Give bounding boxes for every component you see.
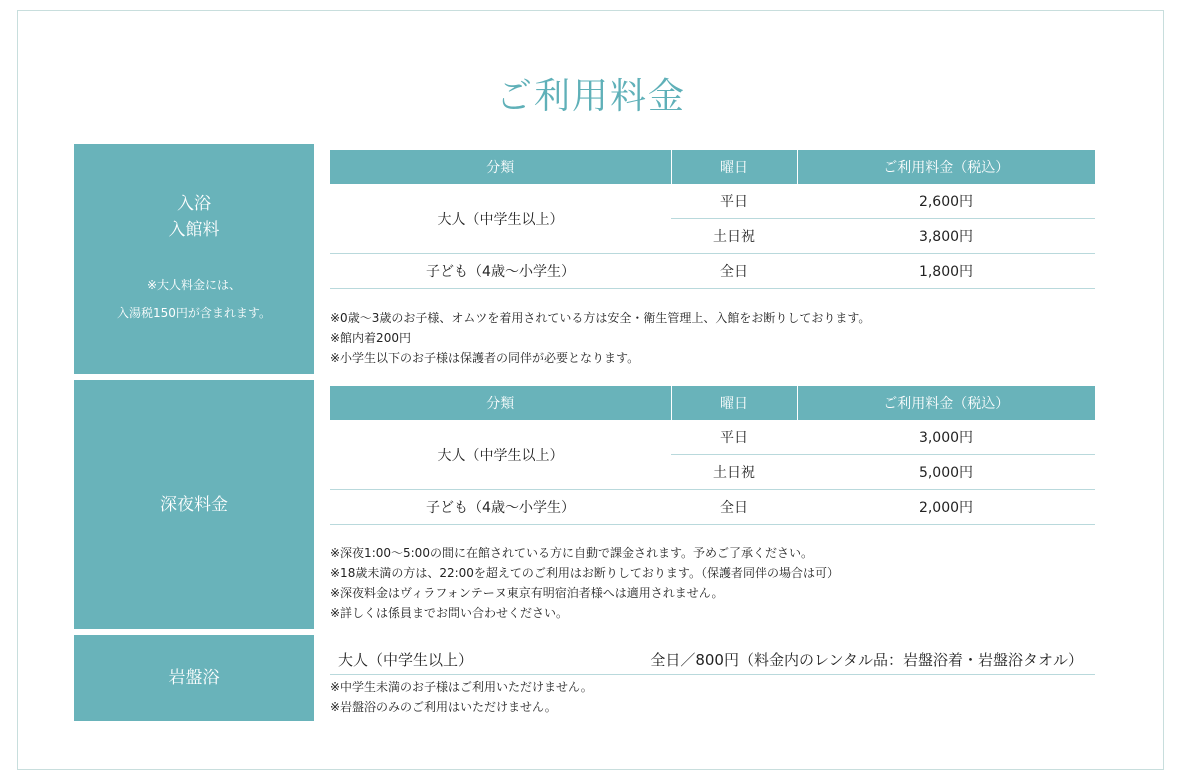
day-cell: 全日	[671, 254, 797, 289]
night-price-table	[330, 386, 1095, 525]
bath-price-table	[330, 150, 1095, 289]
note-line: ※詳しくは係員までお問い合わせください。	[330, 606, 569, 620]
header-price: ご利用料金（税込）	[797, 150, 1095, 184]
note-line: ※0歳〜3歳のお子様、オムツを着用されている方は安全・衛生管理上、入館をお断りしております。	[330, 311, 871, 325]
header-category: 分類	[330, 386, 671, 420]
table-header-row	[330, 150, 1095, 184]
label-line: 入浴	[177, 194, 211, 214]
day-cell: 平日	[671, 184, 797, 219]
category-cell: 大人（中学生以上）	[330, 420, 671, 490]
table-row	[330, 254, 1095, 289]
page-title: ご利用料金	[495, 76, 686, 117]
note-line: ※中学生未満のお子様はご利用いただけません。	[330, 680, 593, 694]
note-line: ※深夜料金はヴィラフォンテーヌ東京有明宿泊者様へは適用されません。	[330, 586, 724, 600]
note-line: ※岩盤浴のみのご利用はいただけません。	[330, 700, 557, 714]
bath-notes	[330, 308, 870, 368]
day-cell: 土日祝	[671, 455, 797, 490]
note-line: ※小学生以下のお子様は保護者の同伴が必要となります。	[330, 351, 640, 365]
category-cell: 大人（中学生以上）	[338, 651, 474, 669]
section-label-bath	[74, 144, 314, 374]
header-price: ご利用料金（税込）	[797, 386, 1095, 420]
header-day: 曜日	[671, 386, 797, 420]
header-day: 曜日	[671, 150, 797, 184]
price-info: 全日／800円（料金内のレンタル品：岩盤浴着・岩盤浴タオル）	[650, 651, 1083, 669]
day-cell: 全日	[671, 490, 797, 525]
ganbanyoku-row	[330, 645, 1095, 675]
header-category: 分類	[330, 150, 671, 184]
table-row	[330, 184, 1095, 219]
section-label-night	[74, 380, 314, 629]
night-notes	[330, 543, 839, 623]
price-cell: 2,000円	[797, 490, 1095, 525]
price-cell: 3,800円	[797, 219, 1095, 254]
label-line: 深夜料金	[160, 494, 228, 515]
note-line: ※18歳未満の方は、22:00を超えてのご利用はお断りしております。（保護者同伴の場合は可）	[330, 566, 839, 580]
price-cell: 1,800円	[797, 254, 1095, 289]
ganbanyoku-notes	[330, 677, 593, 717]
category-cell: 大人（中学生以上）	[330, 184, 671, 254]
label-note-line: 入湯税150円が含まれます。	[117, 306, 271, 320]
note-line: ※館内着200円	[330, 331, 411, 345]
table-row	[330, 490, 1095, 525]
table-row	[330, 420, 1095, 455]
label-line: 岩盤浴	[168, 668, 220, 688]
label-line: 入館料	[168, 220, 220, 240]
day-cell: 平日	[671, 420, 797, 455]
category-cell: 子ども（4歳〜小学生）	[330, 254, 671, 289]
price-cell: 3,000円	[797, 420, 1095, 455]
section-label-ganbanyoku	[74, 635, 314, 721]
day-cell: 土日祝	[671, 219, 797, 254]
price-cell: 5,000円	[797, 455, 1095, 490]
note-line: ※深夜1:00〜5:00の間に在館されている方に自動で課金されます。予めご了承ください。	[330, 546, 813, 560]
label-note-line: ※大人料金には、	[146, 278, 242, 292]
price-cell: 2,600円	[797, 184, 1095, 219]
category-cell: 子ども（4歳〜小学生）	[330, 490, 671, 525]
table-header-row	[330, 386, 1095, 420]
